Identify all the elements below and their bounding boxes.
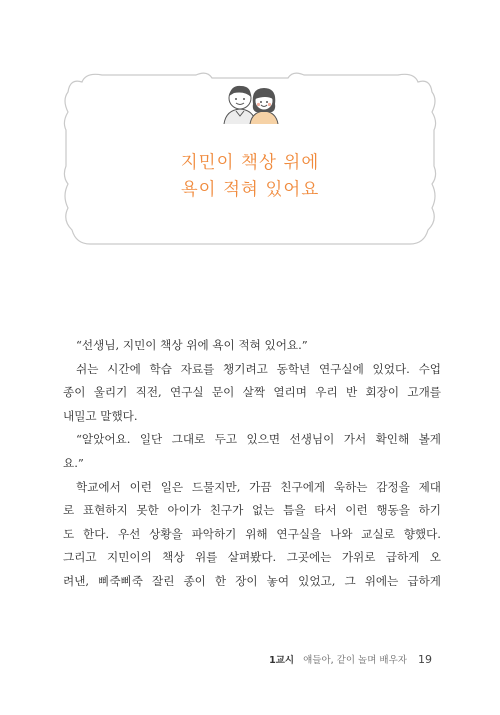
paragraph (63, 428, 441, 475)
text-line: “알았어요. 일단 그대로 두고 있으면 선생님이 가서 확인해 볼게 (76, 432, 441, 447)
text-line: 려낸, 삐죽삐죽 잘린 종이 한 장이 놓여 있었고, 그 위에는 급하게 (63, 573, 441, 588)
body-text (63, 334, 441, 594)
text-line: 학교에서 이런 일은 드물지만, 가끔 친구에게 욱하는 감정을 제대 (76, 479, 441, 494)
text-line: 쉬는 시간에 학습 자료를 챙기려고 동학년 연구실에 있었다. 수업 (76, 361, 441, 376)
teacher-and-student-avatars-icon (220, 80, 282, 124)
chapter-title-line-2: 욕이 적혀 있어요 (180, 180, 320, 200)
paragraph (63, 334, 441, 358)
text-line: 요.” (63, 455, 84, 470)
page-footer (269, 652, 432, 666)
text-line: 로 표현하지 못한 아이가 친구가 없는 틈을 타서 이런 행동을 하기 (63, 503, 441, 518)
paragraph (63, 358, 441, 429)
chapter-title-line-1: 지민이 책상 위에 (180, 153, 320, 173)
text-line: 도 한다. 우선 상황을 파악하기 위해 연구실을 나와 교실로 향했다. (63, 526, 441, 541)
text-line: 종이 울리기 직전, 연구실 문이 살짝 열리며 우리 반 회장이 고개를 (63, 385, 441, 400)
text-line: 그리고 지민이의 책상 위를 살펴봤다. 그곳에는 가위로 급하게 오 (63, 550, 441, 565)
text-line: “선생님, 지민이 책상 위에 욕이 적혀 있어요.” (76, 338, 308, 352)
paragraph (63, 476, 441, 594)
chapter-title (62, 150, 438, 204)
footer-subtitle: 얘들아, 같이 놀며 배우자 (303, 655, 407, 666)
footer-chapter: 1교시 (269, 655, 295, 666)
text-line: 내밀고 말했다. (63, 408, 138, 423)
page-number: 19 (418, 653, 432, 666)
